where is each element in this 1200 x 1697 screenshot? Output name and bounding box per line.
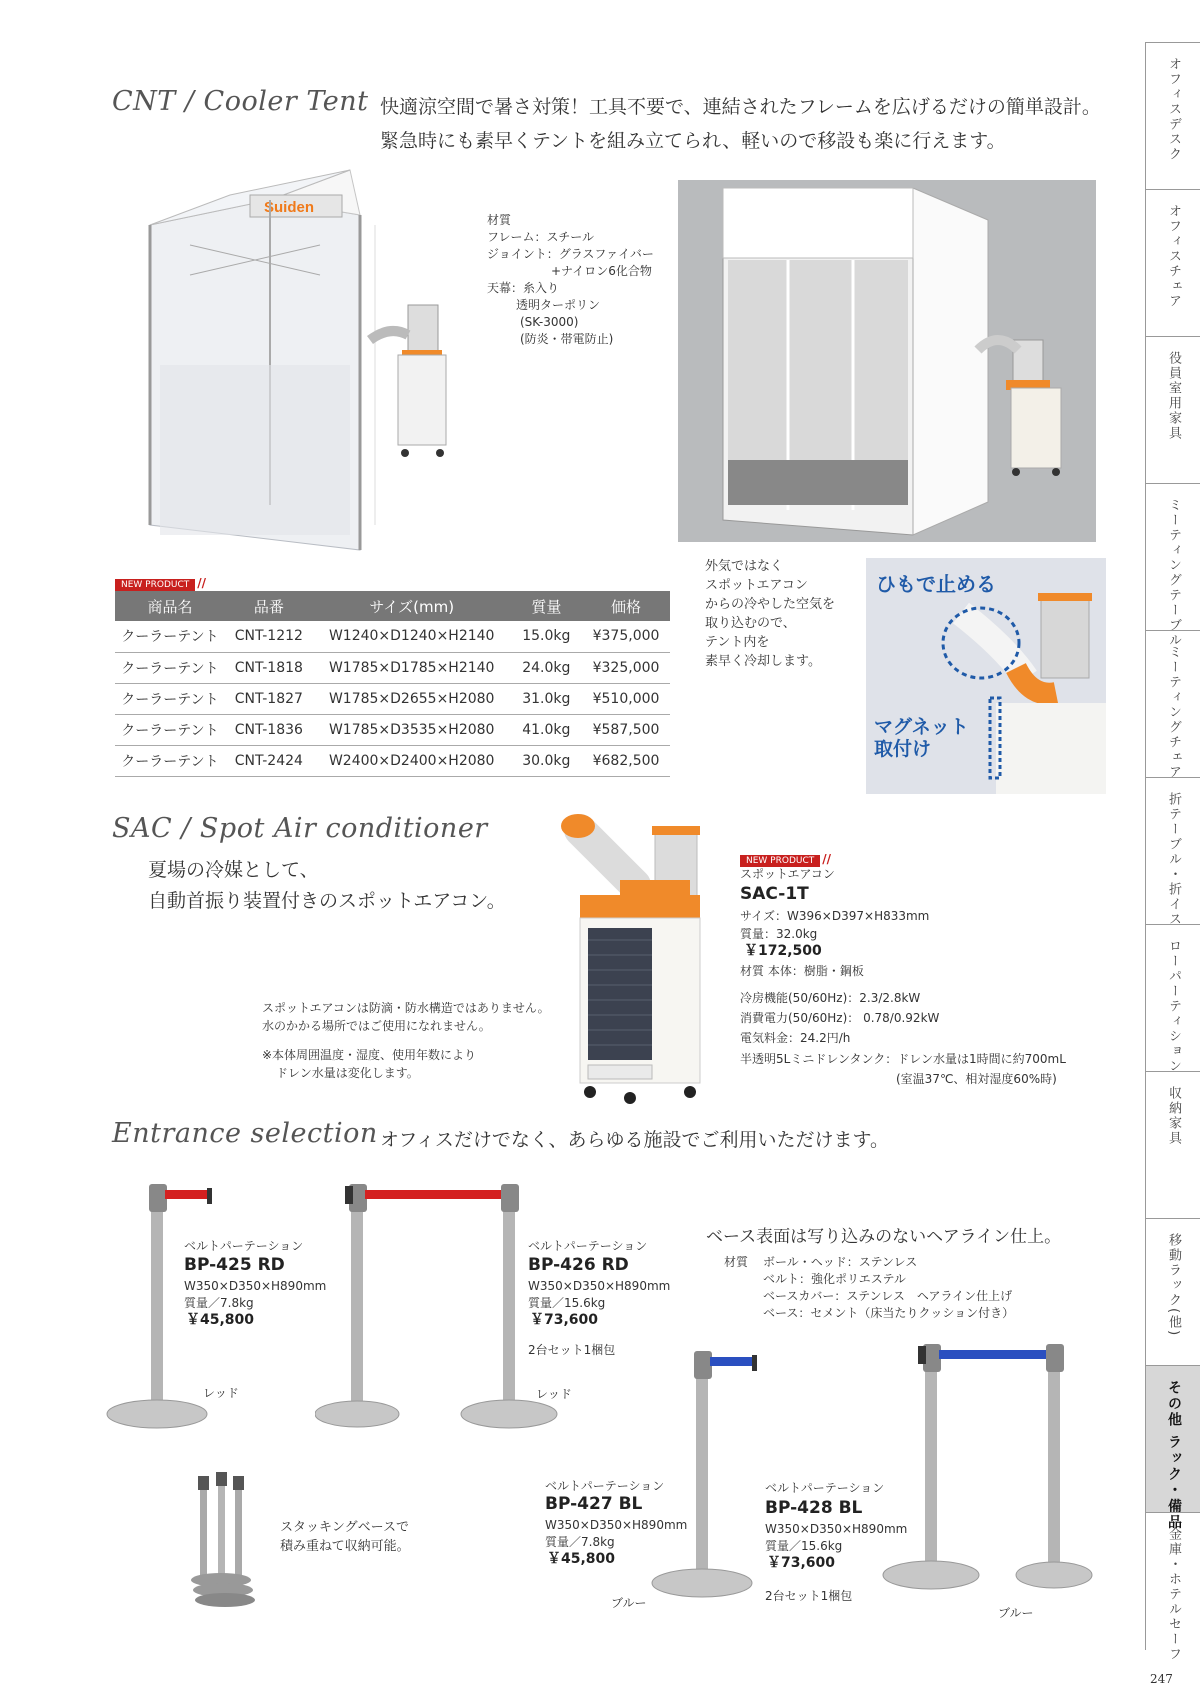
- sac-spec-cooling: 冷房機能(50/60Hz)：2.3/2.8kW: [740, 991, 921, 1005]
- cnt-material-5: 透明ターポリン: [516, 298, 601, 312]
- bp-428-category: ベルトパーテーション: [765, 1481, 885, 1495]
- cell-price: ¥682,500: [582, 745, 670, 776]
- cell-name: クーラーテント: [115, 652, 225, 683]
- sac-warning-2: 水のかかる場所ではご使用になれません。: [262, 1019, 491, 1033]
- sac-section-title: SAC / Spot Air conditioner: [112, 813, 488, 844]
- sac-note-1: ※本体周囲温度・湿度、使用年数により: [262, 1048, 477, 1062]
- stacking-note-1: スタッキングベースで: [280, 1520, 409, 1535]
- cnt-section-title: CNT / Cooler Tent: [112, 86, 369, 117]
- bp-426-weight: 質量／15.6kg: [528, 1296, 606, 1310]
- cell-code: CNT-1212: [225, 621, 313, 652]
- cnt-note-3: 取り込むので、: [705, 616, 796, 631]
- table-row: [115, 652, 670, 683]
- cell-name: クーラーテント: [115, 745, 225, 776]
- entrance-material-2: ベルト：強化ポリエステル: [763, 1272, 906, 1286]
- tab-mobile-rack[interactable]: 移動ラック(他): [1145, 1218, 1200, 1365]
- header-weight: 質量: [511, 591, 582, 621]
- cell-name: クーラーテント: [115, 714, 225, 745]
- cnt-spec-table: [115, 591, 670, 777]
- cnt-material-2: ジョイント：グラスファイバー: [487, 247, 654, 261]
- cnt-lead-2: 緊急時にも素早くテントを組み立てられ、軽いので移設も楽に行えます。: [380, 130, 1006, 152]
- cooler-tent-photo-clear: [140, 165, 510, 555]
- detail-label-tie: ひもで止める: [876, 572, 996, 596]
- bp-426-category: ベルトパーテーション: [528, 1239, 648, 1253]
- table-row: [115, 683, 670, 714]
- sac-model: SAC-1T: [740, 884, 809, 904]
- header-size: サイズ(mm): [313, 591, 511, 621]
- cnt-lead-1: 快適涼空間で暑さ対策！工具不要で、連結されたフレームを広げるだけの簡単設計。: [380, 96, 1101, 118]
- sac-category: スポットエアコン: [740, 867, 835, 881]
- cnt-note-0: 外気ではなく: [705, 559, 784, 574]
- tab-office-chair[interactable]: オフィスチェア: [1145, 189, 1200, 336]
- cell-price: ¥325,000: [582, 652, 670, 683]
- cell-weight: 24.0kg: [511, 652, 582, 683]
- bp-426-color: レッド: [536, 1387, 572, 1401]
- tab-meeting-chair[interactable]: ミーティングチェア: [1145, 630, 1200, 777]
- spot-air-conditioner-photo: [560, 800, 720, 1105]
- bp-428-size: W350×D350×H890mm: [765, 1522, 908, 1536]
- cell-weight: 30.0kg: [511, 745, 582, 776]
- sac-spec-drain: 半透明5Lミニドレンタンク：ドレン水量は1時間に約700mL: [740, 1052, 1066, 1066]
- cnt-note-4: テント内を: [705, 635, 770, 650]
- stacking-note-2: 積み重ねて収納可能。: [280, 1539, 410, 1554]
- cell-name: クーラーテント: [115, 621, 225, 652]
- tab-folding-table-chair[interactable]: 折テーブル・折イス: [1145, 777, 1200, 924]
- bp-427-model: BP-427 BL: [545, 1494, 643, 1514]
- cnt-material-3: +ナイロン6化合物: [551, 264, 652, 278]
- bp-427-size: W350×D350×H890mm: [545, 1518, 688, 1532]
- header-price: 価格: [582, 591, 670, 621]
- bp-425-model: BP-425 RD: [184, 1255, 285, 1275]
- cell-weight: 41.0kg: [511, 714, 582, 745]
- page-number: 247: [1150, 1672, 1173, 1686]
- cnt-material-1: フレーム：スチール: [487, 230, 595, 244]
- bp-427-weight: 質量／7.8kg: [545, 1535, 615, 1549]
- cell-size: W1240×D1240×H2140: [313, 621, 511, 652]
- cell-code: CNT-1818: [225, 652, 313, 683]
- cnt-note-5: 素早く冷却します。: [705, 654, 821, 669]
- bp-425-category: ベルトパーテーション: [184, 1239, 304, 1253]
- tab-safe-hotel-safe[interactable]: 金庫・ホテルセーフ: [1145, 1512, 1200, 1650]
- cell-code: CNT-1827: [225, 683, 313, 714]
- suiden-logo: Suiden: [264, 199, 315, 216]
- entrance-material-3: ベースカバー：ステンレス ヘアライン仕上げ: [763, 1289, 1013, 1303]
- sac-weight: 質量：32.0kg: [740, 927, 818, 941]
- cnt-new-product-badge: NEW PRODUCT //: [115, 572, 206, 591]
- sac-warning-1: スポットエアコンは防滴・防水構造ではありません。: [262, 1001, 550, 1015]
- tab-office-desk[interactable]: オフィスデスク: [1145, 42, 1200, 189]
- entrance-material-1: ボール・ヘッド：ステンレス: [763, 1255, 918, 1269]
- bp-425-price: ￥45,800: [186, 1312, 255, 1328]
- cnt-material-4: 天幕：糸入り: [487, 281, 560, 295]
- stanchion-bp-428-image: [880, 1338, 1095, 1600]
- bp-428-model: BP-428 BL: [765, 1498, 863, 1518]
- entrance-material-label: 材質: [724, 1255, 749, 1269]
- bp-426-set: 2台セット1梱包: [528, 1343, 616, 1357]
- category-tabs: [1145, 42, 1200, 1662]
- tab-executive-furniture[interactable]: 役員室用家具: [1145, 336, 1200, 483]
- sac-spec-drain-note: (室温37℃、相対湿度60%時): [896, 1072, 1057, 1086]
- bp-425-color: レッド: [203, 1386, 239, 1400]
- bp-428-color: ブルー: [998, 1606, 1034, 1620]
- cell-size: W1785×D1785×H2140: [313, 652, 511, 683]
- sac-spec-cost: 電気料金：24.2円/h: [740, 1031, 851, 1045]
- cell-code: CNT-2424: [225, 745, 313, 776]
- bp-428-set: 2台セット1梱包: [765, 1589, 853, 1603]
- table-header-row: [115, 591, 670, 621]
- tab-low-partition[interactable]: ローパーティション: [1145, 924, 1200, 1071]
- sac-lead-2: 自動首振り装置付きのスポットエアコン。: [148, 890, 506, 912]
- bp-428-weight: 質量／15.6kg: [765, 1539, 843, 1553]
- bp-427-category: ベルトパーテーション: [545, 1479, 665, 1493]
- bp-427-color: ブルー: [611, 1596, 647, 1610]
- entrance-lead: オフィスだけでなく、あらゆる施設でご利用いただけます。: [380, 1129, 890, 1151]
- bp-426-size: W350×D350×H890mm: [528, 1279, 671, 1293]
- table-row: [115, 714, 670, 745]
- cell-weight: 31.0kg: [511, 683, 582, 714]
- cell-price: ¥587,500: [582, 714, 670, 745]
- bp-426-model: BP-426 RD: [528, 1255, 629, 1275]
- sac-lead-1: 夏場の冷媒として、: [148, 859, 319, 881]
- bp-425-weight: 質量／7.8kg: [184, 1296, 254, 1310]
- sac-price: ￥172,500: [744, 943, 822, 959]
- entrance-section-title: Entrance selection: [112, 1118, 378, 1149]
- cnt-material-0: 材質: [487, 213, 512, 227]
- cell-size: W2400×D2400×H2080: [313, 745, 511, 776]
- cnt-material-7: (防炎・帯電防止): [520, 332, 614, 346]
- header-code: 品番: [225, 591, 313, 621]
- tab-meeting-table[interactable]: ミーティングテーブル: [1145, 483, 1200, 630]
- sac-new-product-badge: NEW PRODUCT //: [740, 848, 831, 867]
- cell-name: クーラーテント: [115, 683, 225, 714]
- bp-427-price: ￥45,800: [547, 1551, 616, 1567]
- cell-weight: 15.0kg: [511, 621, 582, 652]
- tab-other-rack-supplies[interactable]: その他 ラック・備品: [1145, 1365, 1200, 1512]
- cell-size: W1785×D3535×H2080: [313, 714, 511, 745]
- header-name: 商品名: [115, 591, 225, 621]
- base-finish-note: ベース表面は写り込みのないヘアライン仕上。: [706, 1227, 1062, 1247]
- cooler-tent-photo-white: [678, 180, 1096, 542]
- detail-label-magnet-line1: マグネット: [874, 716, 969, 738]
- bp-426-price: ￥73,600: [530, 1312, 599, 1328]
- table-row: [115, 621, 670, 652]
- cell-price: ¥375,000: [582, 621, 670, 652]
- cnt-note-2: からの冷やした空気を: [705, 597, 836, 612]
- bp-428-price: ￥73,600: [767, 1555, 836, 1571]
- sac-spec-power: 消費電力(50/60Hz)： 0.78/0.92kW: [740, 1011, 940, 1025]
- stacking-base-image: [185, 1468, 275, 1608]
- cnt-note-1: スポットエアコン: [705, 578, 808, 593]
- tab-storage-furniture[interactable]: 収納家具: [1145, 1071, 1200, 1218]
- table-row: [115, 745, 670, 776]
- tent-detail-photo: [866, 558, 1106, 794]
- entrance-material-4: ベース：セメント（床当たりクッション付き）: [763, 1306, 1015, 1320]
- sac-material: 材質 本体：樹脂・鋼板: [740, 964, 864, 978]
- detail-label-magnet-line2: 取付け: [874, 738, 932, 760]
- sac-note-2: ドレン水量は変化します。: [276, 1066, 419, 1080]
- cell-price: ¥510,000: [582, 683, 670, 714]
- bp-425-size: W350×D350×H890mm: [184, 1279, 327, 1293]
- stanchion-bp-427-image: [650, 1345, 760, 1607]
- cnt-material-6: (SK-3000): [520, 315, 579, 329]
- cell-size: W1785×D2655×H2080: [313, 683, 511, 714]
- sac-size: サイズ：W396×D397×H833mm: [740, 909, 930, 923]
- cell-code: CNT-1836: [225, 714, 313, 745]
- detail-label-magnet: [874, 716, 969, 760]
